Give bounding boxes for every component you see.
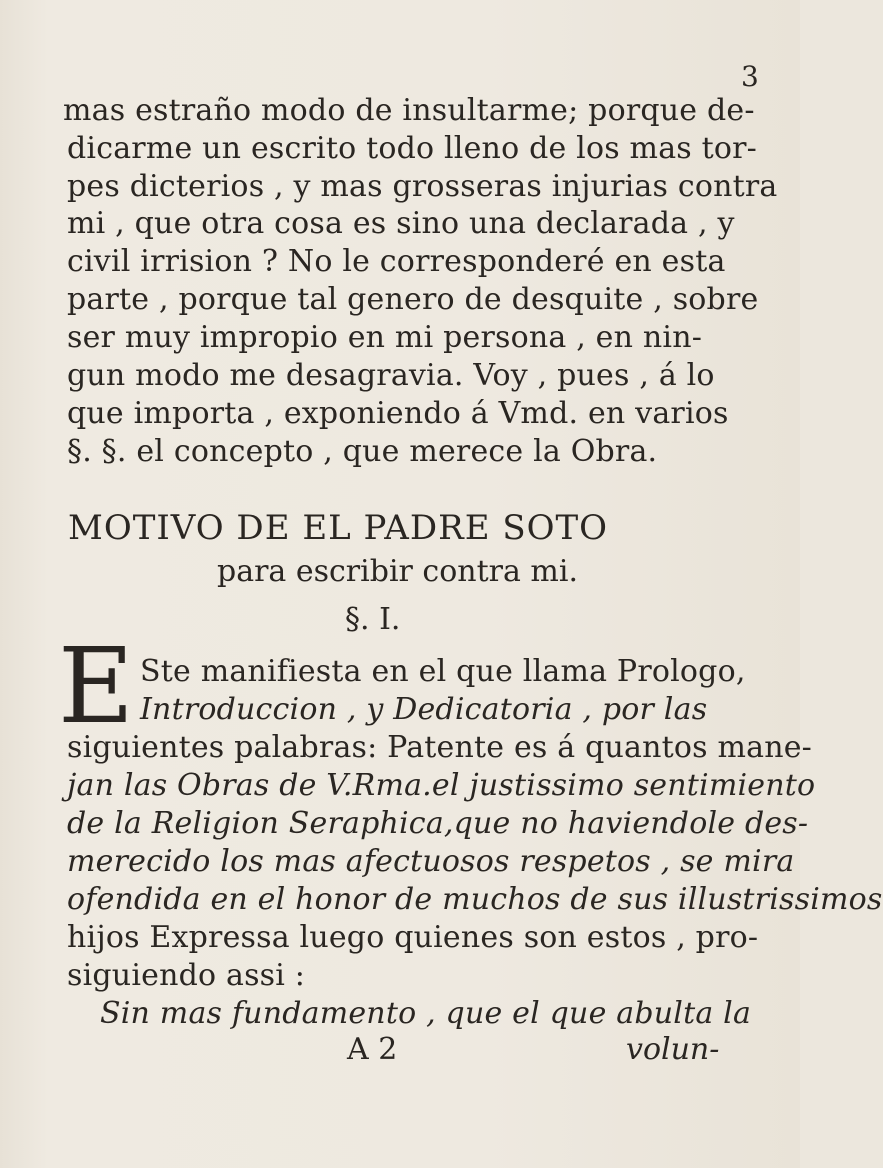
text-line: que importa , exponiendo á Vmd. en varios <box>67 396 729 431</box>
paragraph-line-3: siguientes palabras: Patente es á quantos mane- <box>67 730 813 765</box>
section-mark: §. I. <box>345 602 401 637</box>
text-line: civil irrision ? No le corresponderé en esta <box>67 244 726 279</box>
text-line <box>140 654 746 690</box>
signature-mark: A 2 <box>347 1032 398 1067</box>
paragraph-line-5: de la Religion Seraphica,que no haviendole des- <box>67 806 809 841</box>
paragraph-line-2: Introduccion , y Dedicatoria , por las <box>140 692 708 727</box>
paragraph-line-8: hijos Expressa luego quienes son estos , pro- <box>67 920 759 955</box>
catchword: volun- <box>626 1032 720 1067</box>
section-heading: MOTIVO DE EL PADRE SOTO <box>68 508 609 548</box>
text-line: mi , que otra cosa es sino una declarada , y <box>67 206 735 241</box>
paragraph-line-6: merecido los mas afectuosos respetos , se mira <box>67 844 795 879</box>
text-line: pes dicterios , y mas grosseras injurias contra <box>67 169 778 204</box>
text-line: mas estraño modo de insultarme; porque de- <box>63 93 755 128</box>
paragraph-line-4: jan las Obras de V.Rma.el justissimo sentimiento <box>67 768 816 803</box>
paragraph-line-7: ofendida en el honor de muchos de sus illustrissimos <box>67 882 883 917</box>
drop-capital: E <box>58 625 134 747</box>
paragraph-line-9: siguiendo assi : <box>67 958 306 993</box>
paragraph-line-1: Ste manifiesta en el que llama Prologo, <box>140 654 746 689</box>
text-line: dicarme un escrito todo lleno de los mas tor- <box>67 131 758 166</box>
text-line: ser muy impropio en mi persona , en nin- <box>67 320 703 355</box>
section-subheading: para escribir contra mi. <box>217 554 578 589</box>
page-number: 3 <box>741 60 759 93</box>
text-line: §. §. el concepto , que merece la Obra. <box>67 434 658 469</box>
paragraph-line-10: Sin mas fundamento , que el que abulta la <box>100 996 752 1031</box>
text-line: gun modo me desagravia. Voy , pues , á lo <box>67 358 715 393</box>
text-line: parte , porque tal genero de desquite , sobre <box>67 282 759 317</box>
